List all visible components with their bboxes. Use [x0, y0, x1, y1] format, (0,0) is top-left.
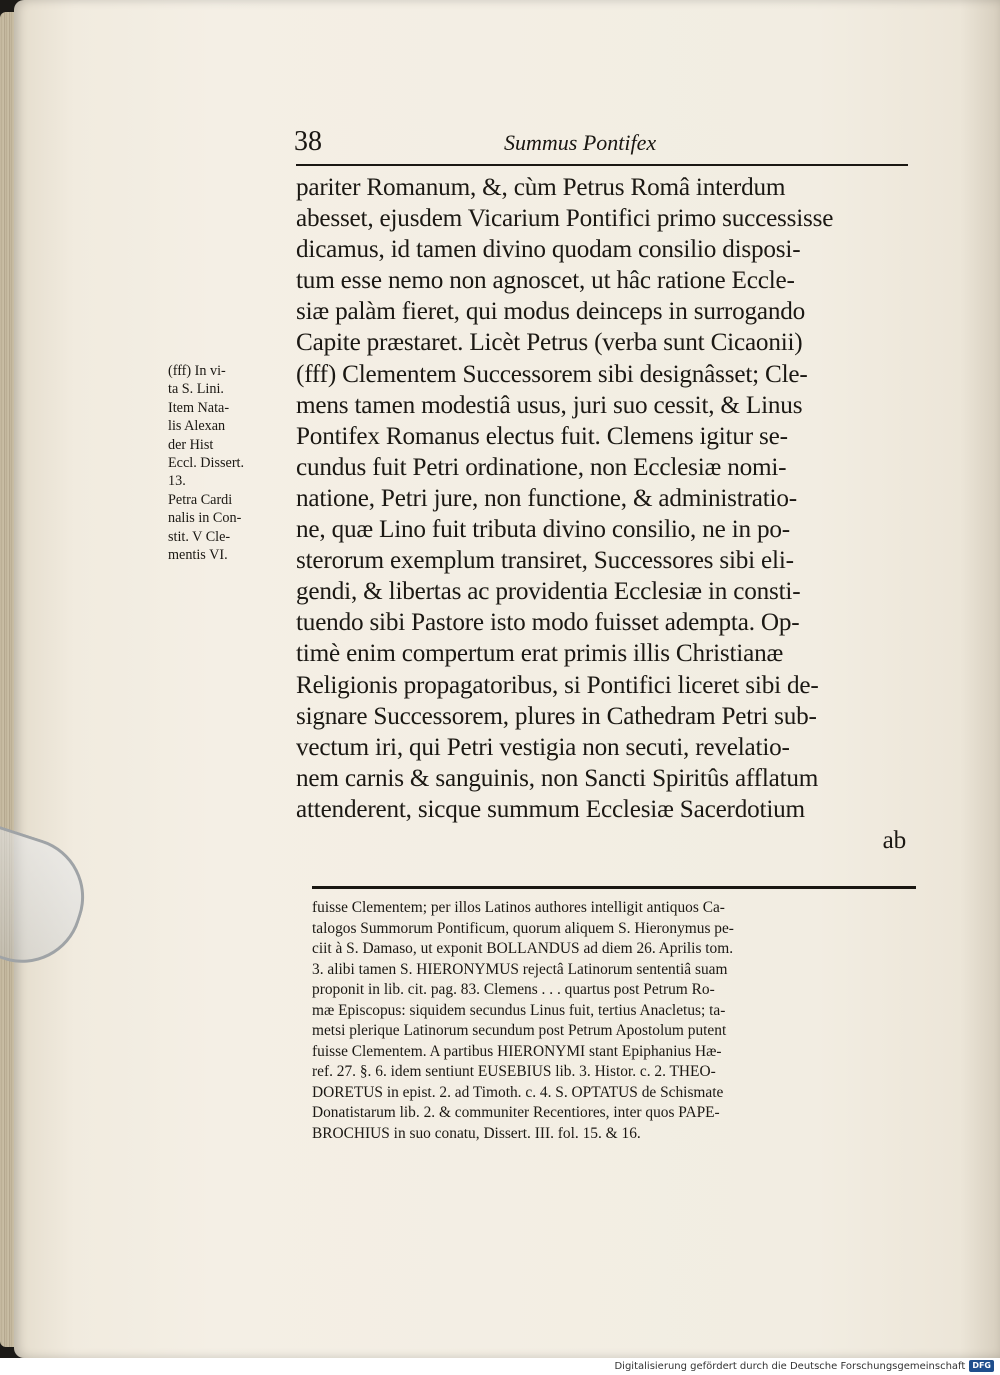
- digitization-credit: [614, 1360, 994, 1372]
- text-line: gendi, & libertas ac providentia Ecclesiæ in consti-: [296, 578, 801, 606]
- marginal-note-line: Eccl. Dissert.: [168, 455, 245, 472]
- marginal-note-line: (fff) In vi-: [168, 363, 226, 379]
- footnote-line: ref. 27. §. 6. idem sentiunt EUSEBIUS lib. 3. Histor. c. 2. THEO-: [312, 1063, 716, 1080]
- text-line: Capite præstaret. Licèt Petrus (verba sunt Cicaonii): [296, 329, 803, 357]
- running-header: [294, 126, 910, 162]
- footnote-line: BROCHIUS in suo conatu, Dissert. III. fol. 15. & 16.: [312, 1124, 641, 1142]
- text-line: vectum iri, qui Petri vestigia non secuti, revelatio-: [296, 733, 790, 761]
- marginal-note-line: Petra Cardi: [168, 491, 233, 508]
- marginal-note-line: 13.: [168, 473, 186, 490]
- text-line: timè enim compertum erat primis illis Christianæ: [296, 640, 784, 668]
- text-line: natione, Petri jure, non functione, & administratio-: [296, 484, 797, 512]
- footnote-line: 3. alibi tamen S. HIERONYMUS rejectâ Latinorum sententiâ suam: [312, 960, 728, 978]
- text-line: tuendo sibi Pastore isto modo fuisset adempta. Op-: [296, 609, 800, 637]
- text-line: abesset, ejusdem Vicarium Pontifici primo successisse: [296, 205, 834, 233]
- running-title: Summus Pontifex: [504, 130, 657, 155]
- marginal-note: [168, 362, 292, 564]
- text-line: sterorum exemplum transiret, Successores sibi eli-: [296, 547, 794, 575]
- marginal-note-line: der Hist: [168, 436, 214, 453]
- marginal-note-line: ta S. Lini.: [168, 381, 224, 398]
- marginal-note-line: Item Nata-: [168, 399, 230, 416]
- main-text-block: [296, 172, 920, 856]
- marginal-note-line: lis Alexan: [168, 418, 226, 435]
- footnote-line: DORETUS in epist. 2. ad Timoth. c. 4. S. OPTATUS de Schismate: [312, 1083, 724, 1101]
- footnote-line: proponit in lib. cit. pag. 83. Clemens . . . quartus post Petrum Ro-: [312, 981, 715, 998]
- text-line: Pontifex Romanus electus fuit. Clemens igitur se-: [296, 422, 788, 450]
- footnote-line: mæ Episcopus: siquidem secundus Linus fuit, tertius Anacletus; ta-: [312, 1001, 726, 1019]
- text-line: dicamus, id tamen divino quodam consilio disposi-: [296, 236, 801, 264]
- footnote-line: fuisse Clementem. A partibus HIERONYMI stant Epiphanius Hæ-: [312, 1042, 722, 1060]
- footnote-rule: [312, 886, 916, 889]
- text-line: pariter Romanum, &, cùm Petrus Româ interdum: [296, 174, 786, 201]
- text-line: siæ palàm fieret, qui modus deinceps in surrogando: [296, 298, 806, 326]
- footnote-line: ciit à S. Damaso, ut exponit BOLLANDUS ad diem 26. Aprilis tom.: [312, 940, 734, 957]
- text-line: nem carnis & sanguinis, non Sancti Spiritûs afflatum: [296, 764, 819, 792]
- text-line: cundus fuit Petri ordinatione, non Ecclesiæ nomi-: [296, 453, 787, 481]
- text-line: (fff) Clementem Successorem sibi designâsset; Cle-: [296, 360, 808, 388]
- catchword: ab: [882, 826, 906, 854]
- dfg-logo-icon: DFG: [969, 1360, 994, 1372]
- footnote-line: metsi plerique Latinorum secundum post Petrum Apostolum putent: [312, 1022, 727, 1039]
- marginal-note-line: mentis VI.: [168, 547, 228, 564]
- footnote-line: fuisse Clementem; per illos Latinos authores intelligit antiquos Ca-: [312, 899, 725, 916]
- text-line: Religionis propagatoribus, si Pontifici liceret sibi de-: [296, 671, 819, 699]
- text-line: tum esse nemo non agnoscet, ut hâc ratione Eccle-: [296, 267, 795, 295]
- header-rule: [296, 164, 908, 166]
- page-number: 38: [294, 126, 322, 157]
- footnote-block: [312, 898, 922, 1144]
- footnote-line: talogos Summorum Pontificum, quorum aliquem S. Hieronymus pe-: [312, 919, 734, 937]
- text-line: attenderent, sicque summum Ecclesiæ Sacerdotium: [296, 795, 805, 823]
- text-line: signare Successorem, plures in Cathedram Petri sub-: [296, 702, 817, 730]
- marginal-note-line: nalis in Con-: [168, 510, 242, 527]
- text-line: mens tamen modestiâ usus, juri suo cessit, & Linus: [296, 391, 803, 419]
- credit-text: Digitalisierung gefördert durch die Deutsche Forschungsgemeinschaft: [614, 1360, 966, 1372]
- marginal-note-line: stit. V Cle-: [168, 528, 231, 545]
- footnote-line: Donatistarum lib. 2. & communiter Recentiores, inter quos PAPE-: [312, 1104, 720, 1121]
- text-line: ne, quæ Lino fuit tributa divino consilio, ne in po-: [296, 516, 790, 544]
